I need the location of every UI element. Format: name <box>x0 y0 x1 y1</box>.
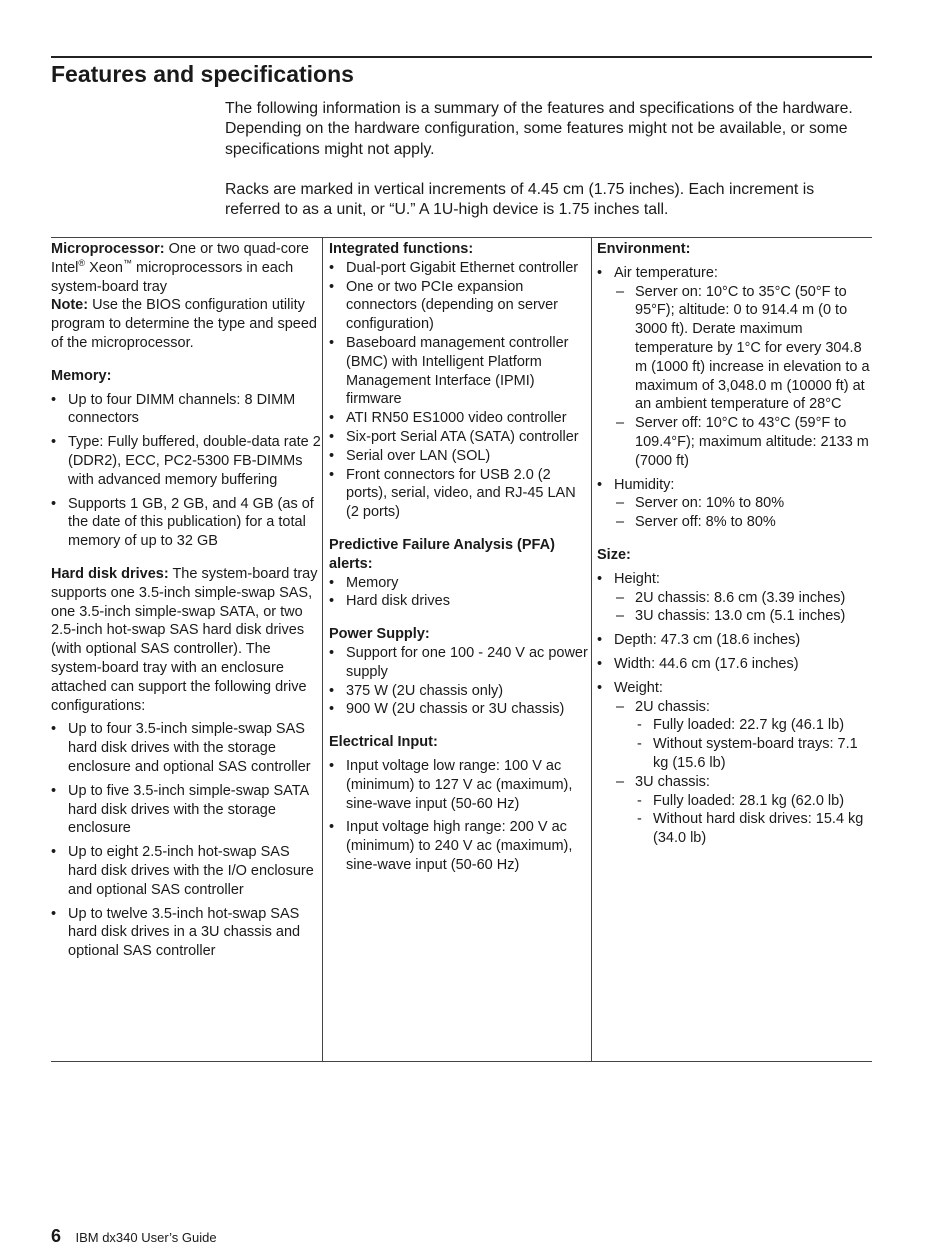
weight-list <box>614 698 872 848</box>
spec-column-2 <box>322 238 591 1061</box>
list-item: • Input voltage low range: 100 V ac (minimum) to 127 V ac (maximum), sine-wave input (50-60 Hz) <box>329 757 591 813</box>
trademark-mark: ™ <box>122 257 132 268</box>
list-item: – 3U chassis: 13.0 cm (5.1 inches) <box>614 607 872 626</box>
list-item: • Six-port Serial ATA (SATA) controller <box>329 428 591 447</box>
list-item: - Fully loaded: 28.1 kg (62.0 lb) <box>635 792 872 811</box>
integrated-functions-heading-text: Integrated functions: <box>329 241 474 257</box>
size-heading <box>597 546 872 565</box>
environment-heading <box>597 240 872 259</box>
power-supply-list <box>329 644 591 719</box>
intro-section <box>225 99 865 241</box>
microprocessor-text: One or two quad-core Intel <box>51 241 309 276</box>
hard-disk-drives-text: The system-board tray supports one 3.5-inch simple-swap SAS, one 3.5-inch simple-swap SATA, or two 2.5-inch hot-swap SAS hard disk drives (with optional SAS controller). The system-board tray with an enclosure attached can support the following drive configurations: <box>51 565 318 714</box>
spec-column-3 <box>591 238 872 1061</box>
pfa-heading <box>329 536 591 574</box>
guide-title: IBM dx340 User’s Guide <box>75 1230 217 1245</box>
air-temperature-label: Air temperature: <box>614 264 718 281</box>
list-item: • Front connectors for USB 2.0 (2 ports), serial, video, and RJ-45 LAN (2 ports) <box>329 466 591 522</box>
list-item <box>597 264 872 471</box>
list-item: • Depth: 47.3 cm (18.6 inches) <box>597 631 872 650</box>
memory-heading-text: Memory: <box>51 367 112 384</box>
power-supply-heading <box>329 625 591 644</box>
environment-heading-text: Environment: <box>597 241 691 257</box>
list-item: – Server on: 10% to 80% <box>614 494 872 513</box>
list-item: • Supports 1 GB, 2 GB, and 4 GB (as of the date of this publication) for a total memory of up to 32 GB <box>51 495 321 551</box>
list-item: – Server on: 10°C to 35°C (50°F to 95°F); altitude: 0 to 914.4 m (0 to 3000 ft). Derate maximum temperature by 1°C for every 304.8 m (1000 ft) increase in elevation to a maximum of 3,048.0 m (10000 ft) at an ambient temperature of 28°C <box>614 283 872 415</box>
list-item: – Server off: 8% to 80% <box>614 513 872 532</box>
integrated-functions-heading <box>329 240 591 259</box>
power-supply-heading-text: Power Supply: <box>329 626 430 643</box>
integrated-functions-list <box>329 259 591 522</box>
microprocessor-text: Xeon <box>85 259 123 276</box>
list-item: • Input voltage high range: 200 V ac (minimum) to 240 V ac (maximum), sine-wave input (50-60 Hz) <box>329 818 591 874</box>
note-label: Note: <box>51 297 89 314</box>
pfa-heading-text: Predictive Failure Analysis (PFA) alerts: <box>329 536 555 572</box>
specifications-table <box>51 237 872 1062</box>
list-item: - Fully loaded: 22.7 kg (46.1 lb) <box>635 716 872 735</box>
list-item: - Without system-board trays: 7.1 kg (15.6 lb) <box>635 735 872 773</box>
page-title: Features and specifications <box>51 61 354 87</box>
weight-2u-list <box>635 716 872 772</box>
list-item: • Up to four 3.5-inch simple-swap SAS hard disk drives with the storage enclosure and optional SAS controller <box>51 720 321 776</box>
list-item: • 900 W (2U chassis or 3U chassis) <box>329 700 591 719</box>
size-heading-text: Size: <box>597 546 631 563</box>
humidity-label: Humidity: <box>614 476 675 493</box>
hard-disk-drives-spec <box>51 565 321 715</box>
weight-label: Weight: <box>614 679 663 696</box>
list-item: • One or two PCIe expansion connectors (depending on server configuration) <box>329 278 591 334</box>
registered-mark: ® <box>78 257 86 268</box>
list-item: • Width: 44.6 cm (17.6 inches) <box>597 655 872 674</box>
list-item: • Up to twelve 3.5-inch hot-swap SAS hard disk drives in a 3U chassis and optional SAS controller <box>51 905 321 961</box>
list-item: • ATI RN50 ES1000 video controller <box>329 409 591 428</box>
list-item <box>614 698 872 773</box>
hard-disk-drives-heading: Hard disk drives: <box>51 565 169 582</box>
list-item: • Up to four DIMM channels: 8 DIMM connectors <box>51 391 321 429</box>
list-item: • 375 W (2U chassis only) <box>329 682 591 701</box>
memory-heading <box>51 367 321 386</box>
list-item: • Serial over LAN (SOL) <box>329 447 591 466</box>
microprocessor-text: microprocessors in each system-board tray <box>51 259 294 295</box>
note-text: Use the BIOS configuration utility program to determine the type and speed of the microprocessor. <box>51 297 317 351</box>
list-item: • Support for one 100 - 240 V ac power supply <box>329 644 591 682</box>
page-footer <box>51 1226 217 1247</box>
page-number: 6 <box>51 1226 62 1246</box>
list-item: • Type: Fully buffered, double-data rate 2 (DDR2), ECC, PC2-5300 FB-DIMMs with advanced memory buffering <box>51 433 321 489</box>
humidity-list <box>614 494 872 532</box>
list-item: • Dual-port Gigabit Ethernet controller <box>329 259 591 278</box>
list-item <box>614 773 872 848</box>
height-list <box>614 589 872 627</box>
electrical-input-heading <box>329 733 591 752</box>
microprocessor-heading: Microprocessor: <box>51 241 165 257</box>
weight-3u-list <box>635 792 872 848</box>
electrical-input-heading-text: Electrical Input: <box>329 734 438 751</box>
air-temperature-list <box>614 283 872 471</box>
list-item: • Up to eight 2.5-inch hot-swap SAS hard disk drives with the I/O enclosure and optional SAS controller <box>51 843 321 899</box>
list-item: • Hard disk drives <box>329 592 591 611</box>
list-item: – 2U chassis: 8.6 cm (3.39 inches) <box>614 589 872 608</box>
list-item: • Baseboard management controller (BMC) with Intelligent Platform Management Interface (IPMI) firmware <box>329 334 591 409</box>
list-item <box>597 679 872 848</box>
environment-list <box>597 264 872 532</box>
list-item: - Without hard disk drives: 15.4 kg (34.0 lb) <box>635 810 872 848</box>
drive-config-list <box>51 720 321 961</box>
size-list <box>597 570 872 848</box>
height-label: Height: <box>614 570 660 587</box>
weight-2u-label: 2U chassis: <box>635 698 710 715</box>
intro-paragraph: The following information is a summary of the features and specifications of the hardware. Depending on the hardware configuration, some features might not be available, or some specifications might not apply. <box>225 100 853 158</box>
weight-3u-label: 3U chassis: <box>635 773 710 790</box>
microprocessor-note <box>51 296 321 352</box>
microprocessor-spec <box>51 240 321 296</box>
pfa-list <box>329 574 591 612</box>
list-item: • Memory <box>329 574 591 593</box>
list-item: – Server off: 10°C to 43°C (59°F to 109.4°F); maximum altitude: 2133 m (7000 ft) <box>614 414 872 470</box>
electrical-input-list <box>329 757 591 875</box>
spec-column-1 <box>51 238 321 1061</box>
memory-list <box>51 391 321 551</box>
intro-paragraph: Racks are marked in vertical increments of 4.45 cm (1.75 inches). Each increment is referred to as a unit, or “U.” A 1U-high device is 1.75 inches tall. <box>225 181 815 219</box>
list-item <box>597 476 872 532</box>
list-item: • Up to five 3.5-inch simple-swap SATA hard disk drives with the storage enclosure <box>51 782 321 838</box>
list-item <box>597 570 872 626</box>
top-rule <box>51 56 872 58</box>
